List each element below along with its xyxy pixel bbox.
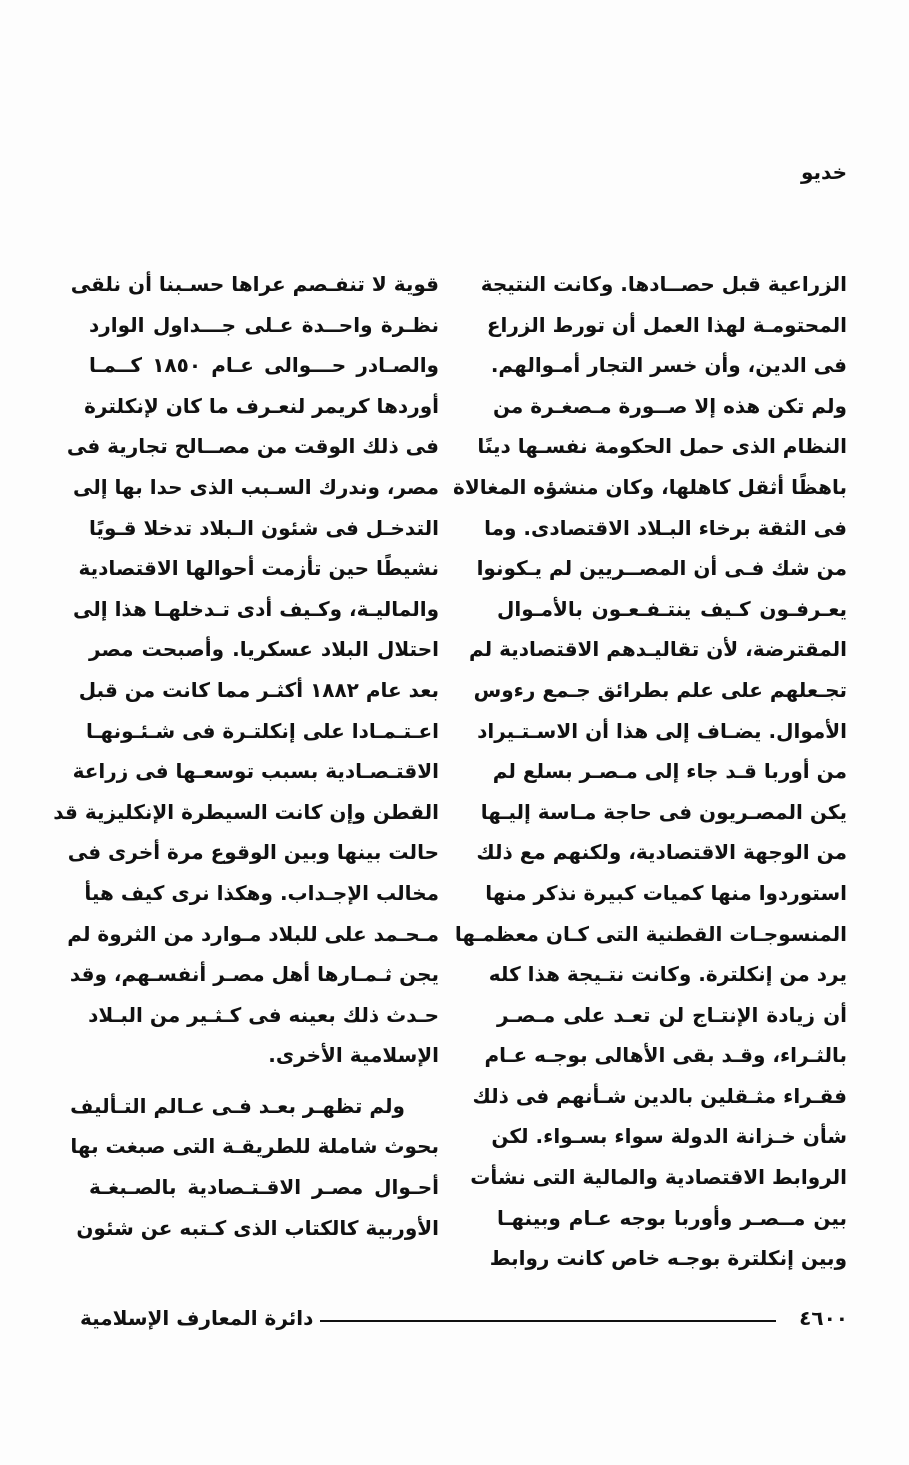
text-line: يرد من إنكلترة. وكانت نتـيجة هذا كله	[488, 962, 847, 987]
text-line: الزراعية قبل حصــادها. وكانت النتيجة	[480, 272, 847, 296]
text-line: أن زيادة الإنتـاج لن تعـد على مـصـر	[497, 1002, 847, 1027]
text-line: أوردها كريمر لنعـرف ما كان لإنكلترة	[84, 393, 439, 418]
text-line: نشيطًا حين تأزمت أحوالها الاقتصادية	[78, 556, 439, 581]
text-line: التدخـل فى شئون الـبلاد تدخلا قـويًا	[89, 515, 439, 540]
paragraph-gap	[89, 1076, 439, 1086]
text-line: والماليـة، وكـيف أدى تـدخلهـا هذا إلى	[73, 596, 439, 621]
page-number: ٤٦٠٠	[799, 1306, 848, 1330]
text-line: النظام الذى حمل الحكومة نفسـها دينًا	[477, 434, 847, 459]
text-line: اعـتـمـادا على إنكلتـرة فى شـئـونهـا	[86, 718, 439, 743]
text-line: المنسوجـات القطنية التى كـان معظمـها	[454, 921, 847, 946]
text-line: نظـرة واحــدة عـلى جـــداول الوارد	[89, 312, 439, 337]
text-line: ولم تظهـر بعـد فـى عـالم التـأليف	[70, 1093, 405, 1118]
footer-rule	[320, 1320, 776, 1322]
text-line: المقترضة، لأن تقاليـدهم الاقتصادية لم	[469, 637, 847, 662]
text-line: الإسلامية الأخرى.	[268, 1043, 439, 1068]
text-line: مـحـمد على للبلاد مـوارد من الثروة لم	[67, 921, 439, 946]
text-line: مصر، وندرك السـبب الذى حدا بها إلى	[72, 474, 439, 499]
text-line: فى الثقة برخاء البـلاد الاقتصادى. وما	[484, 515, 847, 540]
text-line: الأوربية كالكتاب الذى كـتبه عن شئون	[76, 1215, 439, 1240]
text-line: يعـرفـون كـيف ينتـفـعـون بالأمـوال	[497, 596, 847, 621]
text-line: فى ذلك الوقت من مصــالح تجارية فى	[66, 434, 439, 459]
text-line: من الوجهة الاقتصادية، ولكنهم مع ذلك	[476, 840, 847, 865]
text-line: القطن وإن كانت السيطرة الإنكليزية قد	[53, 799, 439, 824]
text-line: بين مــصـر وأوربا بوجه عـام وبينهـا	[497, 1205, 847, 1230]
left-column	[53, 264, 439, 1248]
text-line: قوية لا تنفـصم عراها حسـبنا أن نلقى	[70, 272, 439, 296]
text-line: باهظًا أثقل كاهلها، وكان منشؤه المغالاة	[453, 474, 847, 499]
text-line: من أوربا قـد جاء إلى مـصـر بسلع لم	[492, 759, 847, 784]
text-line: وبين إنكلترة بوجـه خاص كانت روابط	[489, 1246, 847, 1271]
text-line: أحـوال مصـر الاقـتـصادية بالصـبغـة	[89, 1175, 439, 1200]
text-line: فقـراء مثـقلين بالدين شـأنهم فى ذلك	[472, 1083, 847, 1108]
text-line: مخالب الإجـداب. وهكذا نرى كيف هيأ	[84, 880, 439, 905]
text-line: تجـعلهم على علم بطرائق جـمع رءوس	[473, 677, 847, 702]
text-line: بعد عام ١٨٨٢ أكثـر مما كانت من قبل	[78, 677, 439, 702]
text-line: بالثـراء، وقـد بقى الأهالى بوجـه عـام	[484, 1043, 847, 1068]
text-line: احتلال البلاد عسكريا. وأصبحت مصر	[89, 637, 439, 662]
text-line: والصـادر حـــوالى عـام ١٨٥٠ كــمـا	[89, 353, 439, 378]
text-line: ولم تكن هذه إلا صــورة مـصغـرة من	[492, 393, 847, 418]
text-line: الروابط الاقتصادية والمالية التى نشأت	[470, 1165, 847, 1190]
page-footer	[80, 1300, 848, 1340]
publication-title: دائرة المعارف الإسلامية	[80, 1306, 314, 1330]
text-line: حالت بينها وبين الوقوع مرة أخرى فى	[67, 840, 439, 865]
right-column	[453, 264, 847, 1279]
text-line: بحوث شاملة للطريقـة التى صبغت بها	[70, 1134, 439, 1159]
text-line: شأن خـزانة الدولة سواء بسـواء. لكن	[491, 1124, 847, 1149]
text-line: استوردوا منها كميات كبيرة نذكر منها	[485, 880, 847, 905]
text-line: يكن المصـريون فى حاجة مـاسة إليـها	[480, 799, 847, 824]
text-line: من شك فـى أن المصــريين لم يـكونوا	[476, 556, 847, 581]
running-head: خديو	[800, 160, 847, 184]
text-line: يجن ثـمـارها أهل مصـر أنفسـهم، وقد	[69, 962, 439, 987]
text-line: فى الدين، وأن خسر التجار أمـوالهم.	[490, 353, 847, 378]
text-line: حـدث ذلك بعينه فى كـثـير من البـلاد	[88, 1002, 439, 1027]
text-line: الأموال. يضـاف إلى هذا أن الاسـتـيراد	[477, 718, 847, 743]
text-line: الاقتـصـادية بسبب توسعـها فى زراعة	[72, 759, 439, 784]
text-line: المحتومـة لهذا العمل أن تورط الزراع	[486, 312, 847, 337]
